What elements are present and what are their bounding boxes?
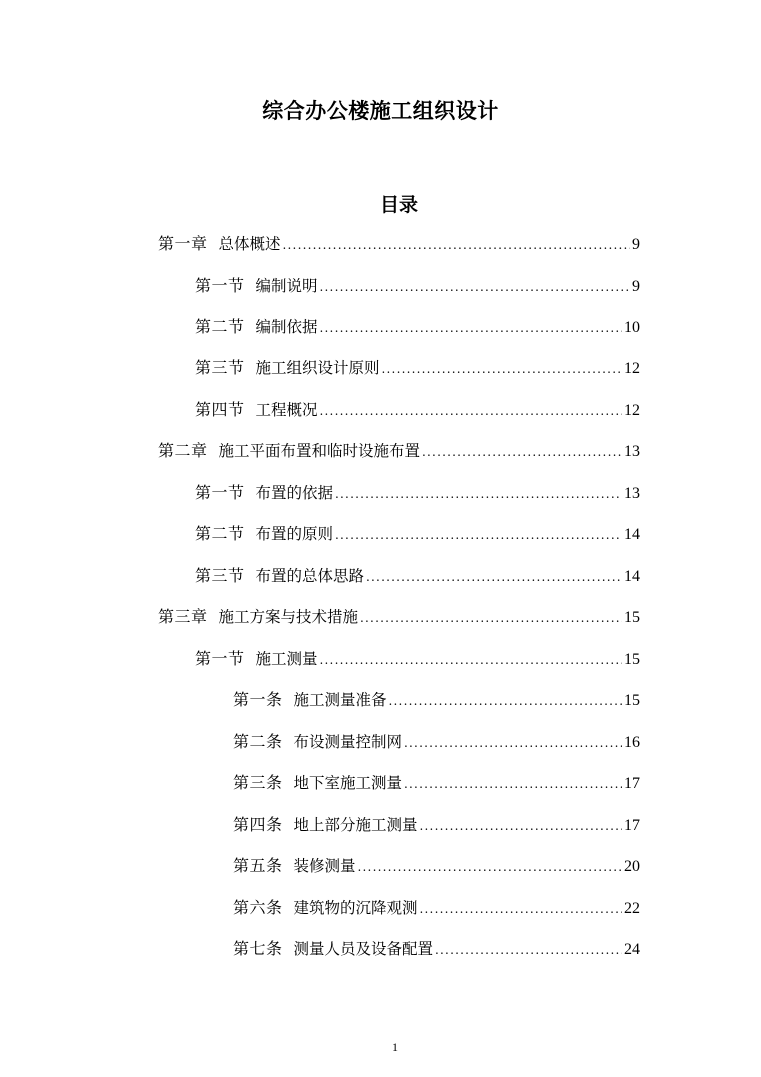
toc-entry-page: 10 <box>624 319 640 336</box>
toc-entry-number: 第一节 <box>195 649 245 668</box>
toc-entry-title: 地上部分施工测量 <box>293 816 418 834</box>
toc-entry-number: 第二条 <box>233 732 283 751</box>
page-number: 1 <box>392 1040 398 1054</box>
toc-entry-title: 总体概述 <box>218 235 281 253</box>
toc-entry-number: 第一节 <box>195 276 245 295</box>
toc-entry-title: 地下室施工测量 <box>293 774 403 792</box>
toc-entry-number: 第一条 <box>233 690 283 709</box>
toc-dot-leader <box>420 819 622 833</box>
toc-heading: 目录 <box>379 194 418 216</box>
toc-entry-title: 施工测量准备 <box>293 691 387 709</box>
toc-entry-page: 24 <box>624 941 640 958</box>
toc-entry-title: 编制说明 <box>255 277 318 295</box>
toc-entry-page: 17 <box>624 817 640 834</box>
toc-dot-leader <box>382 362 622 376</box>
toc-entry-title: 工程概况 <box>255 401 318 419</box>
toc-entry-number: 第五条 <box>233 856 283 875</box>
toc-entry-page: 15 <box>624 692 640 709</box>
toc-entry-page: 14 <box>624 568 640 585</box>
toc-entry-title: 布置的总体思路 <box>255 567 365 585</box>
toc-entry-number: 第三节 <box>195 358 245 377</box>
toc-entry-number: 第四节 <box>195 400 245 419</box>
toc-entry-page: 9 <box>632 278 640 295</box>
toc-dot-leader <box>389 694 622 708</box>
toc-entry-title: 装修测量 <box>293 857 356 875</box>
toc-entry[interactable] <box>233 729 640 753</box>
toc-entry[interactable] <box>195 314 640 338</box>
toc-dot-leader <box>404 736 622 750</box>
toc-entry[interactable] <box>158 231 640 255</box>
document-title: 综合办公楼施工组织设计 <box>262 99 499 123</box>
toc-entry-number: 第一节 <box>195 483 245 502</box>
toc-dot-leader <box>420 902 622 916</box>
toc-entry-title: 编制依据 <box>255 318 318 336</box>
toc-entry[interactable] <box>233 687 640 711</box>
toc-entry-page: 12 <box>624 402 640 419</box>
toc-entry-title: 施工平面布置和临时设施布置 <box>218 442 421 460</box>
toc-entry-title: 布设测量控制网 <box>293 733 403 751</box>
toc-dot-leader <box>404 777 622 791</box>
toc-entry[interactable] <box>195 646 640 670</box>
toc-entry[interactable] <box>233 895 640 919</box>
toc-entry[interactable] <box>233 936 640 960</box>
toc-entry-title: 施工测量 <box>255 650 318 668</box>
toc-dot-leader <box>358 860 622 874</box>
toc-entry[interactable] <box>195 397 640 421</box>
toc-entry[interactable] <box>233 770 640 794</box>
toc-dot-leader <box>335 528 622 542</box>
toc-entry[interactable] <box>195 480 640 504</box>
toc-entry-title: 施工方案与技术措施 <box>218 608 359 626</box>
toc-dot-leader <box>283 238 630 252</box>
toc-entry-title: 施工组织设计原则 <box>255 359 380 377</box>
toc-dot-leader <box>320 280 630 294</box>
toc-entry[interactable] <box>195 563 640 587</box>
toc-dot-leader <box>366 570 622 584</box>
toc-entry-page: 13 <box>624 443 640 460</box>
toc-entry-page: 14 <box>624 526 640 543</box>
toc-entry[interactable] <box>158 604 640 628</box>
toc-entry-number: 第七条 <box>233 939 283 958</box>
toc-entry-title: 布置的依据 <box>255 484 334 502</box>
toc-dot-leader <box>360 611 622 625</box>
toc-entry-number: 第三条 <box>233 773 283 792</box>
toc-entry[interactable] <box>195 521 640 545</box>
toc-entry-number: 第二章 <box>158 441 208 460</box>
toc-entry[interactable] <box>195 273 640 297</box>
toc-dot-leader <box>435 943 622 957</box>
toc-entry[interactable] <box>158 438 640 462</box>
toc-entry-number: 第三章 <box>158 607 208 626</box>
toc-entry-title: 布置的原则 <box>255 525 334 543</box>
toc-entry-page: 9 <box>632 236 640 253</box>
toc-entry-page: 16 <box>624 734 640 751</box>
toc-dot-leader <box>320 321 622 335</box>
toc-entry-number: 第二节 <box>195 317 245 336</box>
toc-entry-page: 15 <box>624 609 640 626</box>
toc-dot-leader <box>320 653 622 667</box>
toc-entry-title: 测量人员及设备配置 <box>293 940 434 958</box>
toc-entry-title: 建筑物的沉降观测 <box>293 899 418 917</box>
toc-entry[interactable] <box>195 355 640 379</box>
toc-dot-leader <box>335 487 622 501</box>
toc-entry-number: 第一章 <box>158 234 208 253</box>
toc-entry-page: 22 <box>624 900 640 917</box>
toc-entry[interactable] <box>233 853 640 877</box>
toc-entry-page: 15 <box>624 651 640 668</box>
toc-entry-page: 12 <box>624 360 640 377</box>
toc-dot-leader <box>422 445 622 459</box>
toc-entry[interactable] <box>233 812 640 836</box>
toc-entry-page: 17 <box>624 775 640 792</box>
toc-entry-page: 20 <box>624 858 640 875</box>
toc-entry-number: 第三节 <box>195 566 245 585</box>
toc-entry-number: 第四条 <box>233 815 283 834</box>
toc-entry-page: 13 <box>624 485 640 502</box>
toc-entry-number: 第二节 <box>195 524 245 543</box>
toc-entry-number: 第六条 <box>233 898 283 917</box>
toc-dot-leader <box>320 404 622 418</box>
